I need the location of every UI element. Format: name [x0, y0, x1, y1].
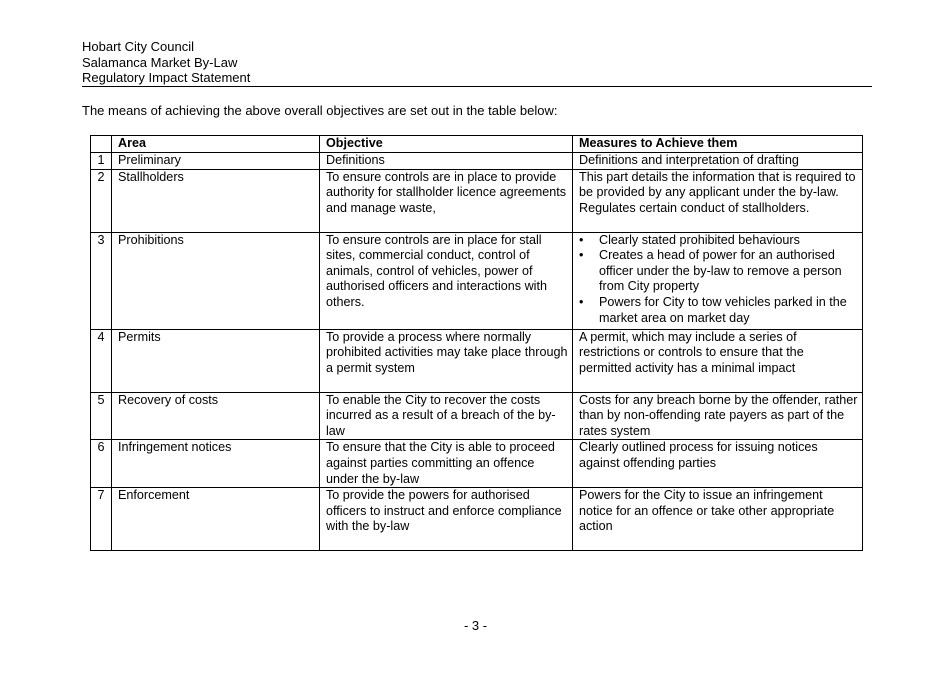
row-objective: To enable the City to recover the costs incurred as a result of a breach of the by-law — [320, 392, 573, 440]
row-number: 6 — [91, 440, 112, 488]
row-measures — [573, 169, 863, 232]
row-area: Preliminary — [112, 153, 320, 170]
row-number: 2 — [91, 169, 112, 232]
row-area: Prohibitions — [112, 232, 320, 329]
row-measures: Definitions and interpretation of drafting — [573, 153, 863, 170]
measures-paragraph: Regulates certain conduct of stallholders. — [579, 200, 810, 215]
table-row — [91, 232, 863, 329]
document-header — [82, 39, 872, 86]
header-cell-objective: Objective — [320, 136, 573, 153]
intro-paragraph: The means of achieving the above overall objectives are set out in the table below: — [82, 103, 558, 118]
row-area: Infringement notices — [112, 440, 320, 488]
row-objective: To provide a process where normally prohibited activities may take place through a permit system — [320, 329, 573, 392]
bullet-item: • Creates a head of power for an authorised officer under the by-law to remove a person from City property — [579, 248, 858, 295]
bullet-item: • Clearly stated prohibited behaviours — [579, 233, 858, 249]
page-number: - 3 - — [463, 618, 488, 633]
table-row — [91, 392, 863, 440]
row-objective: To ensure controls are in place to provide authority for stallholder licence agreements and manage waste, — [320, 169, 573, 232]
row-area: Enforcement — [112, 488, 320, 551]
row-measures: Costs for any breach borne by the offender, rather than by non-offending rate payers as part of the rates system — [573, 392, 863, 440]
header-bylaw-title: Salamanca Market By-Law — [82, 54, 238, 70]
table-header-row — [91, 136, 863, 153]
row-measures — [573, 232, 863, 329]
table-row — [91, 153, 863, 170]
row-area: Recovery of costs — [112, 392, 320, 440]
row-objective: To ensure controls are in place for stall sites, commercial conduct, control of animals, control of vehicles, power of authorised officers and interactions with others. — [320, 232, 573, 329]
row-number: 4 — [91, 329, 112, 392]
row-area: Permits — [112, 329, 320, 392]
measures-paragraph: This part details the information that is required to be provided by any applicant under the by-law. — [579, 169, 856, 200]
row-number: 5 — [91, 392, 112, 440]
header-organisation: Hobart City Council — [82, 39, 194, 54]
objectives-table — [90, 135, 863, 551]
table-row — [91, 169, 863, 232]
row-objective: Definitions — [320, 153, 573, 170]
header-cell-measures: Measures to Achieve them — [573, 136, 863, 153]
header-cell-number — [91, 136, 112, 153]
header-divider — [82, 86, 872, 87]
row-area: Stallholders — [112, 169, 320, 232]
row-objective: To ensure that the City is able to proceed against parties committing an offence under the by-law — [320, 440, 573, 488]
row-number: 3 — [91, 232, 112, 329]
row-number: 1 — [91, 153, 112, 170]
row-measures: Clearly outlined process for issuing notices against offending parties — [573, 440, 863, 488]
row-number: 7 — [91, 488, 112, 551]
table-row — [91, 440, 863, 488]
measures-bullet-list — [579, 233, 858, 327]
header-cell-area: Area — [112, 136, 320, 153]
header-document-type: Regulatory Impact Statement — [82, 70, 251, 85]
table-row — [91, 329, 863, 392]
row-measures: A permit, which may include a series of restrictions or controls to ensure that the permitted activity has a minimal impact — [573, 329, 863, 392]
table-row — [91, 488, 863, 551]
row-measures: Powers for the City to issue an infringement notice for an offence or take other appropriate action — [573, 488, 863, 551]
row-objective: To provide the powers for authorised officers to instruct and enforce compliance with the by-law — [320, 488, 573, 551]
bullet-item: • Powers for City to tow vehicles parked in the market area on market day — [579, 295, 858, 326]
